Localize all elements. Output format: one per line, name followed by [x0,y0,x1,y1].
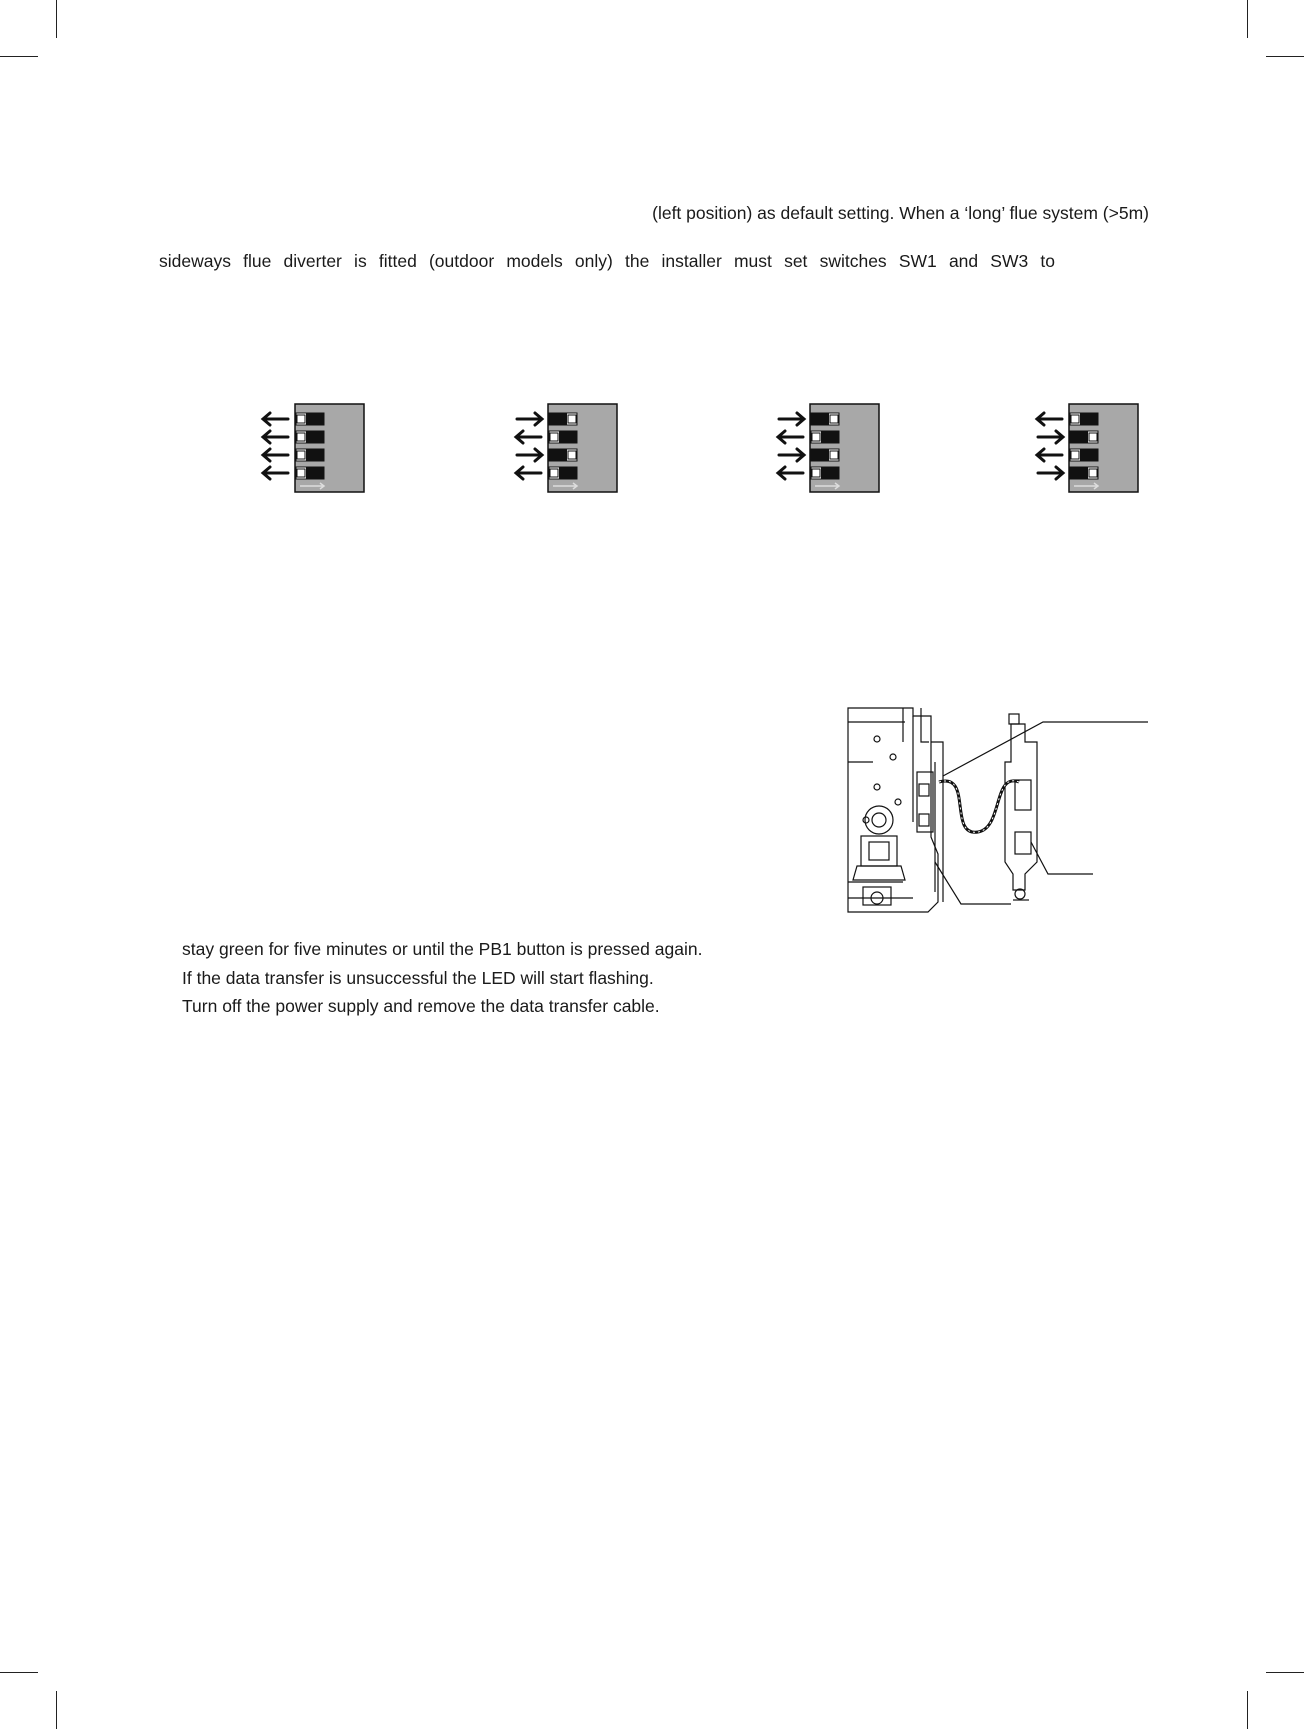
dip-switch-knob [550,469,558,477]
dip-switch-knob [1089,433,1097,441]
dip-switch-body [1080,449,1098,461]
crop-mark-top-right [1247,0,1248,38]
crop-mark-bottom-left-h [0,1672,38,1673]
dip-switch-knob [1071,451,1079,459]
dip-switch-body [1080,413,1098,425]
dip-switch-body [549,413,567,425]
dip-switch-body [821,431,839,443]
arrow-left-icon [263,449,288,461]
arrow-left-icon [1037,413,1062,425]
dip-switch-knob [297,451,305,459]
dip-switch-knob [297,415,305,423]
data-transfer-steps [182,935,702,1021]
dip-switch-knob [812,469,820,477]
dip-switch-body [306,467,324,479]
step-line: If the data transfer is unsuccessful the LED will start flashing. [182,967,654,988]
arrow-left-icon [263,467,288,479]
dip-switch-svg [1032,402,1172,498]
dip-switch-body [811,449,829,461]
arrow-left-icon [263,413,288,425]
dip-switch-svg [773,402,913,498]
dip-switch-body [549,449,567,461]
dip-switch-body [559,431,577,443]
step-line: stay green for five minutes or until the PB1 button is pressed again. [182,939,703,959]
arrow-left-icon [516,467,541,479]
dip-switch-svg [258,402,398,498]
arrow-right-icon [1038,467,1063,479]
dip-switch-knob [1071,415,1079,423]
dip-switch-knob [297,433,305,441]
arrow-right-icon [517,449,542,461]
crop-mark-top-right-h [1266,56,1304,57]
crop-mark-bottom-right-h [1266,1672,1304,1673]
dip-switch-knob [297,469,305,477]
arrow-right-icon [779,449,804,461]
dip-switch-body [1070,467,1088,479]
data-transfer-cable-illustration [843,702,1158,917]
crop-mark-top-left-h [0,56,38,57]
dip-switch-knob [812,433,820,441]
dip-switch-diagram-2 [511,402,651,498]
dip-switch-body [1070,431,1088,443]
dip-switch-body [306,413,324,425]
dip-switch-knob [1089,469,1097,477]
dip-switch-diagram-4 [1032,402,1172,498]
dip-switch-knob [550,433,558,441]
arrow-right-icon [517,413,542,425]
dip-switch-knob [568,415,576,423]
dip-switch-knob [830,415,838,423]
arrow-left-icon [778,467,803,479]
step-line: Turn off the power supply and remove the data transfer cable. [182,996,660,1017]
arrow-right-icon [1038,431,1063,443]
text-line-default-setting: (left position) as default setting. When a ‘long’ flue system (>5m) [652,203,1149,223]
dip-switch-body [559,467,577,479]
arrow-left-icon [1037,449,1062,461]
dip-switch-body [306,449,324,461]
dip-switch-body [306,431,324,443]
dip-switch-body [821,467,839,479]
dip-switch-knob [568,451,576,459]
text-line-flue-diverter: sideways flue diverter is fitted (outdoor models only) the installer must set switches SW1 and SW3 to [159,251,1055,271]
arrow-left-icon [516,431,541,443]
dip-switch-diagram-3 [773,402,913,498]
arrow-left-icon [778,431,803,443]
arrow-right-icon [779,413,804,425]
dip-switch-svg [511,402,651,498]
dip-switch-knob [830,451,838,459]
dip-switch-diagram-1 [258,402,398,498]
crop-mark-top-left [56,0,57,38]
crop-mark-bottom-right [1247,1691,1248,1729]
arrow-left-icon [263,431,288,443]
crop-mark-bottom-left [56,1691,57,1729]
dip-switch-body [811,413,829,425]
